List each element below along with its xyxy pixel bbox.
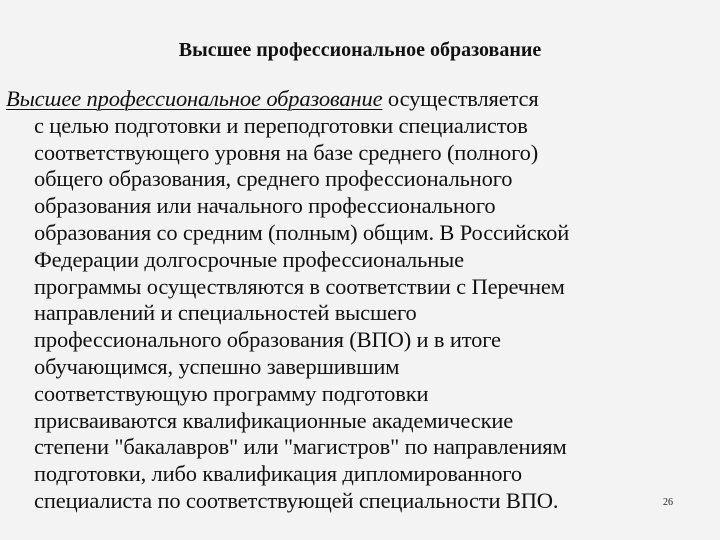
paragraph-line-1 [6,86,716,113]
paragraph-line-10: профессионального образования (ВПО) и в итоге [34,327,501,353]
paragraph-line-11: обучающимся, успешно завершившим [34,353,400,379]
slide-number: 26 [663,497,673,508]
paragraph-line-13: присваиваются квалификационные академические [34,407,514,433]
paragraph-line-9: направлений и специальностей высшего [34,300,417,326]
paragraph-line-7: Федерации долгосрочные профессиональные [34,246,464,272]
paragraph-line-5: образования или начального профессионального [34,193,496,219]
paragraph-line-15: подготовки, либо квалификация дипломированного [34,461,522,487]
paragraph-line-16: специалиста по соответствующей специальности ВПО. [34,487,559,513]
paragraph-line-12: соответствующую программу подготовки [34,380,429,406]
body-paragraph [6,86,716,515]
lead-term: Высшее профессиональное образование [6,86,383,111]
paragraph-line-6: образования со средним (полным) общим. В Российской [34,219,570,245]
paragraph-line-3: соответствующего уровня на базе среднего (полного) [34,139,539,165]
paragraph-line-8: программы осуществляются в соответствии с Перечнем [34,273,565,299]
paragraph-line-1-text: осуществляется [382,86,539,111]
paragraph-line-14: степени "бакалавров" или "магистров" по направлениям [34,434,567,460]
paragraph-line-4: общего образования, среднего профессионального [34,166,513,192]
slide-title: Высшее профессиональное образование [178,39,542,61]
paragraph-line-2: с целью подготовки и переподготовки специалистов [34,112,528,138]
